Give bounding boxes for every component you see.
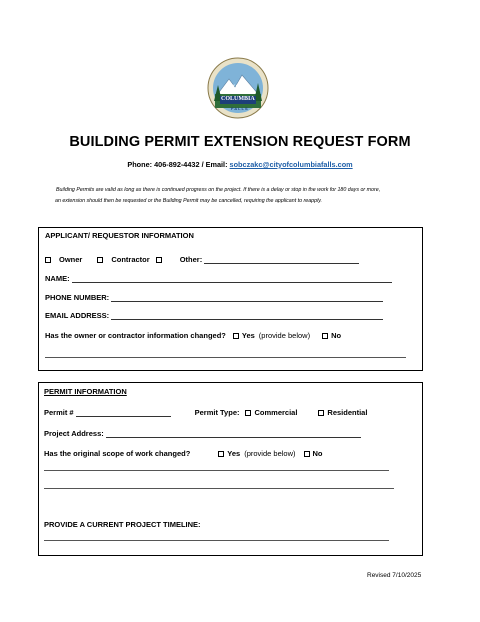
other-field[interactable] — [204, 262, 359, 264]
changed-provide-below: (provide below) — [258, 331, 311, 340]
permit-number-row — [44, 408, 367, 417]
changed-row — [45, 331, 341, 340]
changed-yes-label: Yes — [241, 331, 255, 340]
scope-details-line-1[interactable] — [44, 470, 389, 471]
commercial-checkbox[interactable] — [245, 410, 251, 416]
phone-field[interactable] — [111, 300, 383, 302]
scope-details-line-2[interactable] — [44, 488, 394, 489]
commercial-label: Commercial — [254, 408, 298, 417]
permit-section — [38, 382, 423, 556]
validity-notice — [56, 185, 436, 207]
phone-number-label: PHONE NUMBER: — [45, 293, 110, 302]
project-address-label: Project Address: — [44, 429, 104, 438]
changed-no-checkbox[interactable] — [322, 333, 328, 339]
residential-label: Residential — [327, 408, 368, 417]
email-address-label: EMAIL ADDRESS: — [45, 311, 110, 320]
timeline-label: PROVIDE A CURRENT PROJECT TIMELINE: — [44, 520, 201, 529]
timeline-row — [44, 520, 201, 529]
scope-row — [44, 449, 323, 458]
phone-row — [45, 293, 383, 302]
applicant-heading-text: APPLICANT/ REQUESTOR INFORMATION — [45, 231, 194, 240]
revised-date: Revised 7/10/2025 — [367, 572, 422, 579]
owner-label: Owner — [59, 255, 83, 264]
timeline-field[interactable] — [44, 540, 389, 541]
city-logo — [207, 57, 269, 119]
name-row — [45, 274, 392, 283]
contact-line — [0, 160, 480, 169]
address-row — [44, 429, 361, 438]
role-row — [45, 255, 359, 264]
other-checkbox[interactable] — [156, 257, 162, 263]
phone-text: Phone: 406-892-4432 / Email: — [127, 160, 230, 169]
notice-line-1: Building Permits are valid as long as there is continued progress on the project. If there is a delay or stop in the work for 180 days or more, — [56, 187, 381, 193]
contractor-checkbox[interactable] — [97, 257, 103, 263]
permit-number-field[interactable] — [76, 415, 171, 417]
permit-heading-text: PERMIT INFORMATION — [44, 387, 127, 396]
other-label: Other: — [179, 255, 203, 264]
applicant-heading — [45, 231, 194, 240]
logo-text-top: CITY OF — [227, 84, 241, 88]
scope-provide-below: (provide below) — [244, 449, 296, 458]
changed-details-line[interactable] — [45, 357, 406, 358]
name-label: NAME: — [45, 274, 70, 283]
notice-line-2: an extension should then be requested or the Building Permit may be cancelled, requiring the applicant to reapply. — [55, 198, 322, 204]
logo-text-bottom: FALLS — [231, 106, 249, 111]
permit-type-label: Permit Type: — [194, 408, 240, 417]
form-title: BUILDING PERMIT EXTENSION REQUEST FORM — [69, 134, 411, 150]
scope-question: Has the original scope of work changed? — [44, 449, 191, 458]
scope-yes-label: Yes — [227, 449, 241, 458]
applicant-section — [38, 227, 423, 371]
contractor-label: Contractor — [111, 255, 150, 264]
owner-checkbox[interactable] — [45, 257, 51, 263]
scope-no-checkbox[interactable] — [304, 451, 310, 457]
project-address-field[interactable] — [106, 436, 361, 438]
residential-checkbox[interactable] — [318, 410, 324, 416]
email-field[interactable] — [111, 318, 383, 320]
email-row — [45, 311, 383, 320]
changed-no-label: No — [331, 331, 342, 340]
changed-question: Has the owner or contractor information changed? — [45, 331, 226, 340]
permit-heading — [44, 387, 127, 396]
email-link[interactable]: sobczakc@cityofcolumbiafalls.com — [229, 160, 353, 169]
permit-number-label: Permit # — [44, 408, 74, 417]
scope-yes-checkbox[interactable] — [218, 451, 224, 457]
changed-yes-checkbox[interactable] — [233, 333, 239, 339]
name-field[interactable] — [72, 281, 392, 283]
scope-no-label: No — [312, 449, 323, 458]
logo-text-main: COLUMBIA — [221, 96, 255, 102]
